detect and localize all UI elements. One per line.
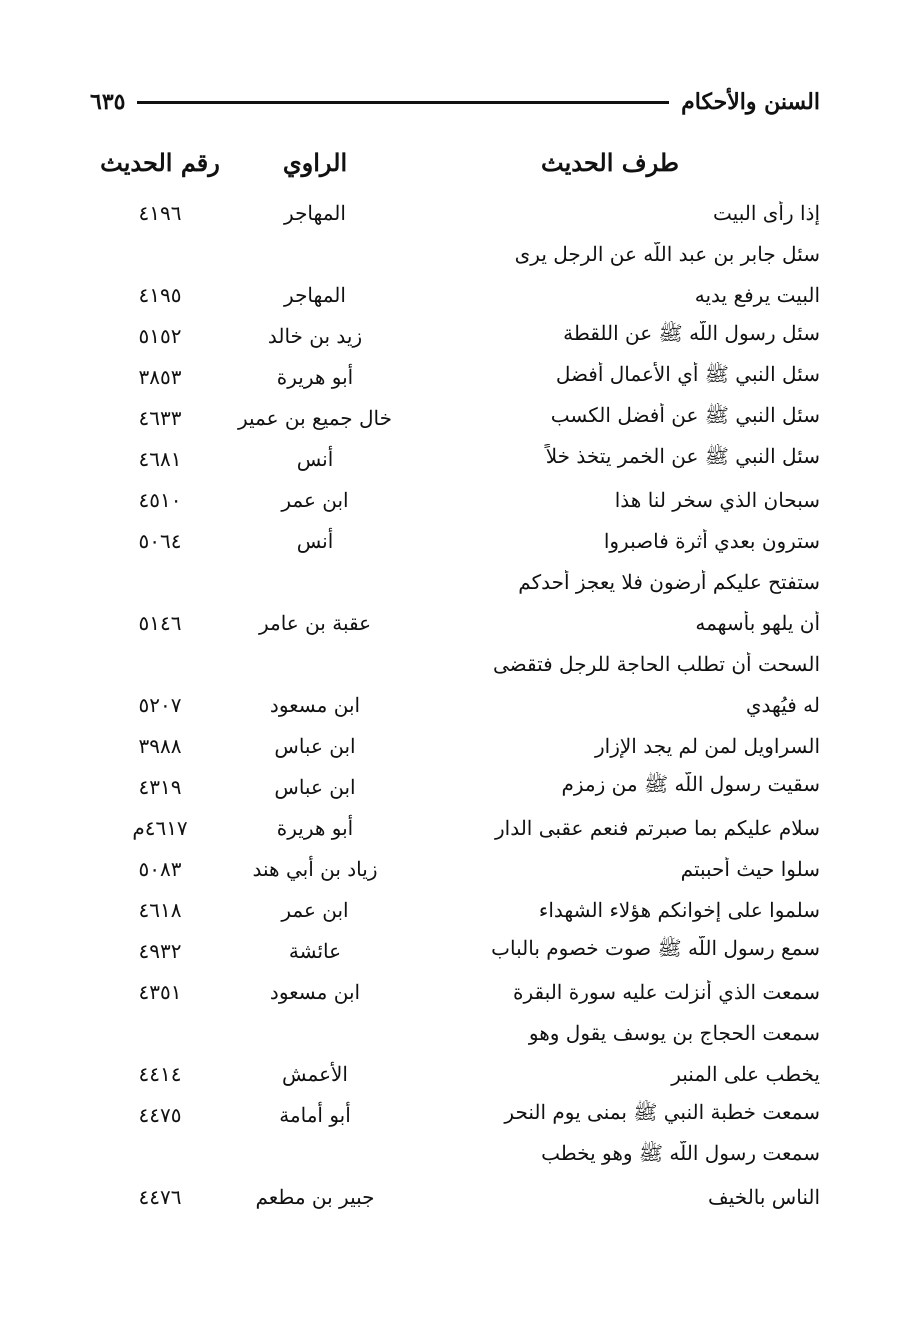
narrator-name: خال جميع بن عمير bbox=[237, 405, 393, 430]
column-header-narrator: الراوي bbox=[282, 147, 348, 177]
hadith-incipit: سلوا حيث أحببتم bbox=[680, 856, 820, 881]
hadith-number: ٤١٩٦ bbox=[138, 200, 182, 225]
hadith-number: ٤٣٥١ bbox=[138, 979, 182, 1004]
narrator-name: أنس bbox=[296, 528, 334, 553]
hadith-incipit: سلام عليكم بما صبرتم فنعم عقبى الدار bbox=[495, 815, 820, 840]
table-row bbox=[90, 602, 820, 643]
table-row bbox=[90, 1094, 820, 1135]
narrator-name: ابن عمر bbox=[281, 487, 349, 512]
table-row bbox=[90, 315, 820, 356]
table-row bbox=[90, 479, 820, 520]
table-row bbox=[90, 725, 820, 766]
hadith-incipit: سمعت الذي أنزلت عليه سورة البقرة bbox=[513, 979, 820, 1004]
narrator-name: الأعمش bbox=[282, 1061, 348, 1086]
column-header-text: طرف الحديث bbox=[541, 147, 679, 177]
hadith-incipit: السحت أن تطلب الحاجة للرجل فتقضى bbox=[492, 651, 820, 676]
hadith-number: ٣٩٨٨ bbox=[138, 733, 182, 758]
narrator-name: المهاجر bbox=[284, 200, 346, 225]
table-row bbox=[90, 561, 820, 602]
hadith-number: ٤٤٧٦ bbox=[138, 1184, 182, 1209]
hadith-number: ٤١٩٥ bbox=[138, 282, 182, 307]
hadith-number: ٥٠٦٤ bbox=[138, 528, 182, 553]
narrator-name: عائشة bbox=[288, 938, 342, 963]
hadith-incipit: سئل النبي ﷺ عن أفضل الكسب bbox=[550, 403, 820, 427]
hadith-incipit: إذا رأى البيت bbox=[713, 200, 820, 225]
hadith-number: ٤٣١٩ bbox=[138, 774, 182, 799]
hadith-number: ٤٩٣٢ bbox=[138, 938, 182, 963]
hadith-incipit: سترون بعدي أثرة فاصبروا bbox=[603, 528, 820, 553]
running-header bbox=[90, 84, 820, 120]
page-number: ٦٣٥ bbox=[90, 89, 126, 115]
hadith-number: ٤٦١٨ bbox=[138, 897, 182, 922]
narrator-name: زيد بن خالد bbox=[267, 323, 363, 348]
hadith-incipit: سمعت رسول اللّه ﷺ وهو يخطب bbox=[541, 1141, 820, 1165]
hadith-incipit: يخطب على المنبر bbox=[671, 1061, 820, 1086]
table-row bbox=[90, 356, 820, 397]
table-row bbox=[90, 274, 820, 315]
hadith-number: ٤٦١٧م bbox=[132, 815, 188, 840]
hadith-number: ٥١٥٢ bbox=[138, 323, 182, 348]
hadith-incipit: سمعت خطبة النبي ﷺ بمنى يوم النحر bbox=[504, 1100, 820, 1124]
narrator-name: جبير بن مطعم bbox=[255, 1184, 375, 1209]
narrator-name: أنس bbox=[296, 446, 334, 471]
hadith-number: ٣٨٥٣ bbox=[138, 364, 182, 389]
column-header-number: رقم الحديث bbox=[100, 147, 220, 177]
index-table-header bbox=[90, 140, 820, 184]
hadith-incipit: البيت يرفع يديه bbox=[694, 282, 820, 307]
index-table-body bbox=[90, 192, 820, 1217]
table-row bbox=[90, 192, 820, 233]
narrator-name: أبو أمامة bbox=[279, 1102, 351, 1127]
narrator-name: ابن عباس bbox=[274, 733, 356, 758]
hadith-incipit: أن يلهو بأسهمه bbox=[695, 610, 820, 635]
hadith-incipit: سئل جابر بن عبد اللّه عن الرجل يرى bbox=[514, 241, 820, 266]
hadith-number: ٤٦٣٣ bbox=[138, 405, 182, 430]
hadith-number: ٤٤١٤ bbox=[138, 1061, 182, 1086]
hadith-number: ٥٢٠٧ bbox=[138, 692, 182, 717]
narrator-name: زياد بن أبي هند bbox=[252, 856, 378, 881]
hadith-incipit: سقيت رسول اللّه ﷺ من زمزم bbox=[561, 772, 820, 796]
table-row bbox=[90, 971, 820, 1012]
hadith-number: ٥١٤٦ bbox=[138, 610, 182, 635]
table-row bbox=[90, 1053, 820, 1094]
hadith-incipit: سمع رسول اللّه ﷺ صوت خصوم بالباب bbox=[491, 936, 820, 960]
hadith-incipit: الناس بالخيف bbox=[708, 1184, 820, 1209]
narrator-name: المهاجر bbox=[284, 282, 346, 307]
table-row bbox=[90, 1176, 820, 1217]
table-row bbox=[90, 889, 820, 930]
table-row bbox=[90, 766, 820, 807]
narrator-name: ابن مسعود bbox=[269, 692, 361, 717]
table-row bbox=[90, 520, 820, 561]
hadith-incipit: سبحان الذي سخر لنا هذا bbox=[614, 487, 820, 512]
narrator-name: أبو هريرة bbox=[276, 815, 354, 840]
hadith-incipit: له فيُهدي bbox=[745, 692, 820, 717]
table-row bbox=[90, 1135, 820, 1176]
narrator-name: أبو هريرة bbox=[276, 364, 354, 389]
table-row bbox=[90, 848, 820, 889]
narrator-name: ابن مسعود bbox=[269, 979, 361, 1004]
hadith-incipit: السراويل لمن لم يجد الإزار bbox=[595, 733, 820, 758]
hadith-incipit: سلموا على إخوانكم هؤلاء الشهداء bbox=[538, 897, 820, 922]
table-row bbox=[90, 807, 820, 848]
table-row bbox=[90, 233, 820, 274]
hadith-incipit: سئل النبي ﷺ أي الأعمال أفضل bbox=[555, 362, 820, 386]
table-row bbox=[90, 643, 820, 684]
hadith-incipit: سئل رسول اللّه ﷺ عن اللقطة bbox=[563, 321, 820, 345]
table-row bbox=[90, 438, 820, 479]
narrator-name: ابن عمر bbox=[281, 897, 349, 922]
hadith-number: ٤٦٨١ bbox=[138, 446, 182, 471]
hadith-incipit: سمعت الحجاج بن يوسف يقول وهو bbox=[528, 1020, 820, 1045]
running-title: السنن والأحكام bbox=[681, 89, 820, 115]
header-rule bbox=[137, 101, 669, 104]
table-row bbox=[90, 397, 820, 438]
table-row bbox=[90, 684, 820, 725]
narrator-name: عقبة بن عامر bbox=[258, 610, 372, 635]
hadith-incipit: سئل النبي ﷺ عن الخمر يتخذ خلاً bbox=[545, 444, 820, 468]
narrator-name: ابن عباس bbox=[274, 774, 356, 799]
table-row bbox=[90, 1012, 820, 1053]
hadith-incipit: ستفتح عليكم أرضون فلا يعجز أحدكم bbox=[518, 569, 820, 594]
hadith-number: ٤٤٧٥ bbox=[138, 1102, 182, 1127]
hadith-number: ٥٠٨٣ bbox=[138, 856, 182, 881]
table-row bbox=[90, 930, 820, 971]
hadith-number: ٤٥١٠ bbox=[138, 487, 182, 512]
